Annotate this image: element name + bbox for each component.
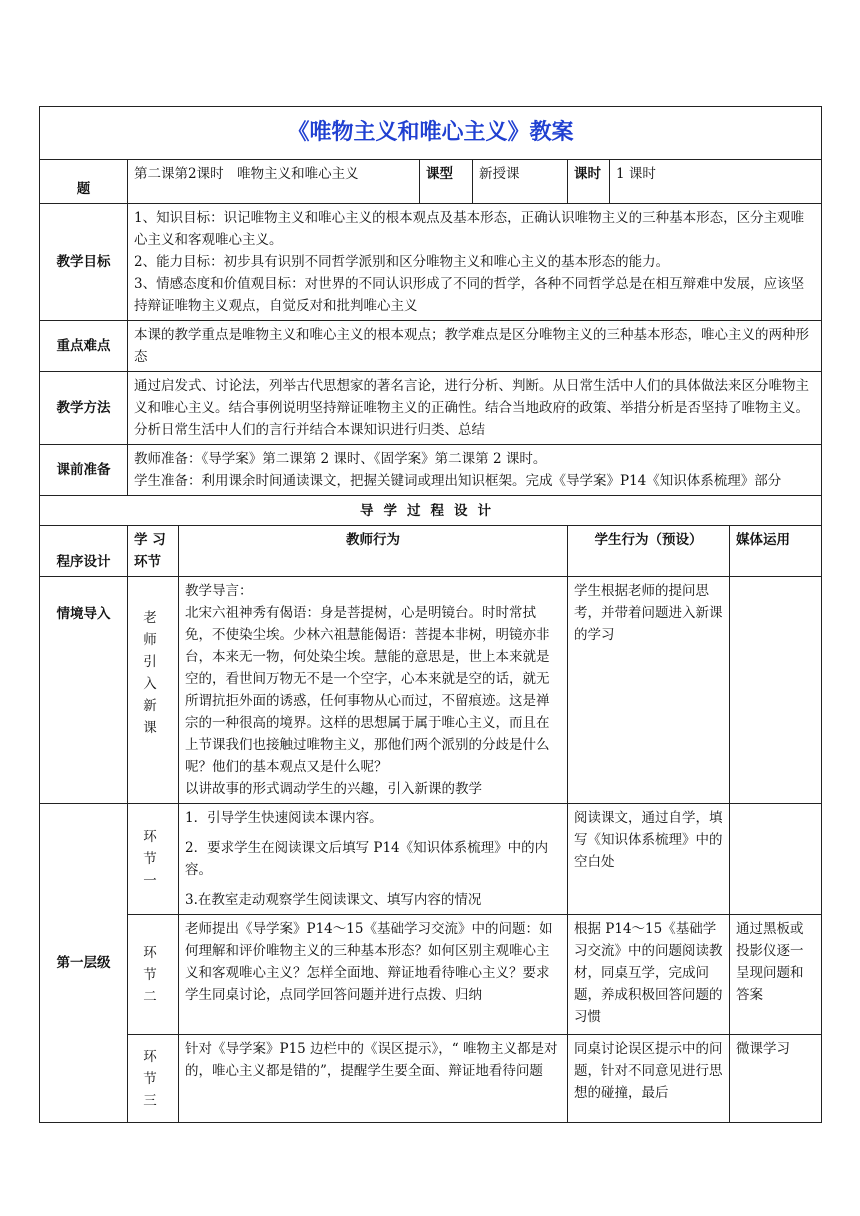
- key-points-content: 本课的教学重点是唯物主义和唯心主义的根本观点；教学难点是区分唯物主义的三种基本形态，唯心主义的两种形态: [128, 321, 822, 372]
- page-title: 《唯物主义和唯心主义》教案: [40, 107, 822, 160]
- step3-teacher: 针对《导学案》P15 边栏中的《误区提示》，“ 唯物主义都是对的，唯心主义都是错的”，提醒学生要全面、辩证地看待问题: [179, 1035, 568, 1123]
- intro-program: 情境导入: [40, 577, 128, 804]
- col-teacher: 教师行为: [179, 526, 568, 577]
- col-step: 学 习 环节: [128, 526, 179, 577]
- step1-student: 阅读课文，通过自学，填写《知识体系梳理》中的空白处: [568, 804, 730, 915]
- lesson-hours-value: 1 课时: [610, 160, 822, 204]
- intro-student: 学生根据老师的提问思考，并带着问题进入新课的学习: [568, 577, 730, 804]
- step1-media: [730, 804, 822, 915]
- teacher-preparation: 教师准备：《导学案》第二课第 2 课时、《固学案》第二课第 2 课时。: [134, 451, 547, 467]
- topic-row: [40, 160, 822, 204]
- lesson-hours-label: 课时: [568, 160, 610, 204]
- step1-teacher-line: 2．要求学生在阅读课文后填写 P14《知识体系梳理》中的内容。: [185, 840, 549, 878]
- intro-teacher-line: 教学导言：: [185, 583, 253, 599]
- step1-teacher-line: 1．引导学生快速阅读本课内容。: [185, 810, 383, 826]
- intro-teacher: [179, 577, 568, 804]
- preparation-label: 课前准备: [40, 445, 128, 496]
- step2-media: 通过黑板或投影仪逐一呈现问题和答案: [730, 915, 822, 1035]
- step3-label: 环 节 三: [128, 1035, 179, 1123]
- step2-label: 环 节 二: [128, 915, 179, 1035]
- lesson-type-label: 课型: [420, 160, 473, 204]
- lesson-plan-table: [39, 106, 822, 1123]
- intro-media: [730, 577, 822, 804]
- key-points-label: 重点难点: [40, 321, 128, 372]
- level1-program: 第一层级: [40, 804, 128, 1123]
- objectives-label: 教学目标: [40, 204, 128, 321]
- intro-row: [40, 577, 822, 804]
- lesson-type-value: 新授课: [473, 160, 568, 204]
- methods-label: 教学方法: [40, 372, 128, 445]
- col-program: 程序设计: [40, 526, 128, 577]
- step1-teacher-line: 3.在教室走动观察学生阅读课文、填写内容的情况: [185, 892, 482, 908]
- intro-step: 老 师 引 入 新课: [128, 577, 179, 804]
- step1-label: 环 节 一: [128, 804, 179, 915]
- process-section-title: 导学过程设计: [40, 496, 822, 526]
- objective-item: 2、能力目标：初步具有识别不同哲学派别和区分唯物主义和唯心主义的基本形态的能力。: [134, 254, 670, 270]
- preparation-row: [40, 445, 822, 496]
- step2-row: [40, 915, 822, 1035]
- intro-teacher-line: 北宋六祖神秀有偈语：身是菩提树，心是明镜台。时时常拭免，不使染尘埃。少林六祖慧能偈语：菩提本非树，明镜亦非台，本来无一物，何处染尘埃。慧能的意思是，世上本来就是空的，看世间万物无不是一个空字，心本来就是空的话，就无所谓抗拒外面的诱惑，任何事物从心而过，不留痕迹。这是禅宗的一种很高的境界。这样的思想属于属于唯心主义，而且在上节课我们也接触过唯物主义，那他们两个派别的分歧是什么呢？他们的基本观点又是什么呢？: [185, 605, 550, 775]
- col-student: 学生行为（预设）: [568, 526, 730, 577]
- step2-student: 根据 P14～15《基础学习交流》中的问题阅读教材，同桌互学，完成问题，养成积极回答问题的习惯: [568, 915, 730, 1035]
- step3-media: 微课学习: [730, 1035, 822, 1123]
- topic-value: 第二课第2课时 唯物主义和唯心主义: [128, 160, 420, 204]
- step1-row: [40, 804, 822, 915]
- step2-teacher: 老师提出《导学案》P14～15《基础学习交流》中的问题：如何理解和评价唯物主义的三种基本形态？如何区别主观唯心主义和客观唯心主义？怎样全面地、辩证地看待唯心主义？要求学生同桌讨论，点同学回答问题并进行点拨、归纳: [179, 915, 568, 1035]
- step1-teacher: [179, 804, 568, 915]
- objectives-content: [128, 204, 822, 321]
- key-points-row: [40, 321, 822, 372]
- topic-label: 题: [40, 160, 128, 204]
- preparation-content: [128, 445, 822, 496]
- methods-content: 通过启发式、讨论法，列举古代思想家的著名言论，进行分析、判断。从日常生活中人们的具体做法来区分唯物主义和唯心主义。结合事例说明坚持辩证唯物主义的正确性。结合当地政府的政策、举措分析是否坚持了唯物主义。分析日常生活中人们的言行并结合本课知识进行归类、总结: [128, 372, 822, 445]
- title-row: [40, 107, 822, 160]
- intro-teacher-line: 以讲故事的形式调动学生的兴趣，引入新课的教学: [185, 781, 482, 797]
- process-header-row: [40, 526, 822, 577]
- process-title-row: [40, 496, 822, 526]
- step3-student: 同桌讨论误区提示中的问题，针对不同意见进行思想的碰撞，最后: [568, 1035, 730, 1123]
- col-media: 媒体运用: [730, 526, 822, 577]
- objective-item: 3、情感态度和价值观目标：对世界的不同认识形成了不同的哲学，各种不同哲学总是在相互辩难中发展，应该坚持辩证唯物主义观点，自觉反对和批判唯心主义: [134, 276, 805, 314]
- step3-row: [40, 1035, 822, 1123]
- student-preparation: 学生准备：利用课余时间通读课文，把握关键词或理出知识框架。完成《导学案》P14《知识体系梳理》部分: [134, 473, 782, 489]
- methods-row: [40, 372, 822, 445]
- objective-item: 1、知识目标：识记唯物主义和唯心主义的根本观点及基本形态，正确认识唯物主义的三种基本形态，区分主观唯心主义和客观唯心主义。: [134, 210, 805, 248]
- objectives-row: [40, 204, 822, 321]
